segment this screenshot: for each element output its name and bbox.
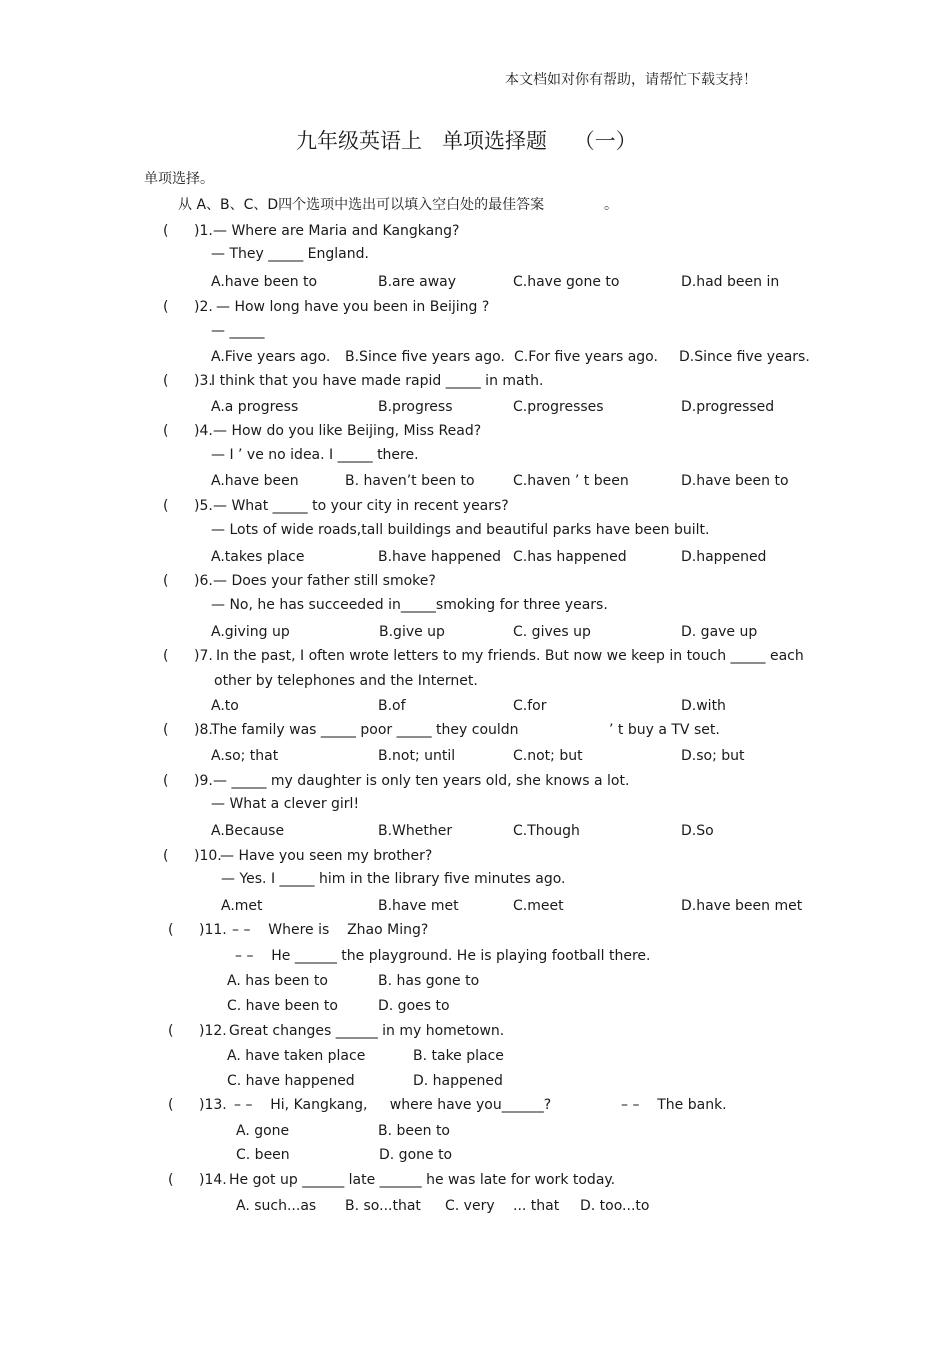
answer-paren: ( (163, 648, 169, 664)
answer-option: A.a progress (211, 399, 299, 415)
answer-paren: ( (163, 498, 169, 514)
question-number: )7. (194, 648, 213, 664)
answer-option: D. goes to (378, 998, 450, 1014)
answer-paren: ( (163, 848, 169, 864)
answer-option: D. happened (413, 1073, 503, 1089)
answer-option: B. been to (378, 1123, 450, 1139)
answer-option: D. gave up (681, 624, 758, 640)
answer-option: A. have taken place (227, 1048, 366, 1064)
answer-option: A.takes place (211, 549, 305, 565)
question-text-line: — What a clever girl! (211, 796, 360, 812)
answer-option: A.so; that (211, 748, 279, 764)
header-note: 本文档如对你有帮助，请帮忙下载支持！ (505, 72, 757, 88)
question-text-line: In the past, I often wrote letters to my friends. But now we keep in touch _____ each (216, 648, 804, 664)
answer-option: C. have been to (227, 998, 338, 1014)
answer-option: A.to (211, 698, 239, 714)
question-text-line: — What _____ to your city in recent years? (213, 498, 509, 514)
instruction-end: 。 (604, 197, 618, 213)
answer-option: B.of (378, 698, 406, 714)
answer-option: B.Since five years ago. (345, 349, 505, 365)
answer-paren: ( (168, 1023, 174, 1039)
answer-option: D.progressed (681, 399, 775, 415)
answer-paren: ( (168, 1172, 174, 1188)
answer-option: D.happened (681, 549, 767, 565)
question-number: )4. (194, 423, 213, 439)
instruction: 从 A、B、C、D四个选项中选出可以填入空白处的最佳答案 (178, 197, 545, 213)
answer-option: C.For five years ago. (514, 349, 658, 365)
question-text-line: — _____ my daughter is only ten years old, she knows a lot. (213, 773, 630, 789)
answer-option: D. too...to (580, 1198, 650, 1214)
question-number: )8. (194, 722, 213, 738)
answer-option: D.so; but (681, 748, 745, 764)
question-text-line: — Where are Maria and Kangkang? (213, 223, 460, 239)
answer-option: C.meet (513, 898, 564, 914)
question-text-line: — Have you seen my brother? (220, 848, 433, 864)
question-text-line: — Lots of wide roads,tall buildings and beautiful parks have been built. (211, 522, 710, 538)
page-title: 九年级英语上 单项选择题 （一） (296, 129, 637, 153)
question-text-line: – – The bank. (621, 1097, 727, 1113)
answer-option: C.not; but (513, 748, 583, 764)
answer-option: B. take place (413, 1048, 504, 1064)
answer-option: B. has gone to (378, 973, 480, 989)
section-label: 单项选择。 (144, 171, 214, 187)
answer-option: A.have been (211, 473, 299, 489)
answer-option: A. gone (236, 1123, 290, 1139)
answer-option: ... that (513, 1198, 560, 1214)
answer-option: D.have been to (681, 473, 789, 489)
question-text-line: – – Hi, Kangkang, where have you______? (234, 1097, 552, 1113)
answer-paren: ( (163, 299, 169, 315)
answer-paren: ( (163, 223, 169, 239)
answer-option: B.give up (379, 624, 445, 640)
answer-option: D.have been met (681, 898, 803, 914)
answer-option: C. have happened (227, 1073, 355, 1089)
question-text-line: — _____ (211, 323, 265, 339)
answer-option: C.progresses (513, 399, 604, 415)
answer-option: C.have gone to (513, 274, 620, 290)
answer-paren: ( (168, 922, 174, 938)
question-text-line: Great changes ______ in my hometown. (229, 1023, 505, 1039)
question-text-line: — No, he has succeeded in_____smoking for three years. (211, 597, 608, 613)
answer-option: C. been (236, 1147, 290, 1163)
question-number: )11. (199, 922, 227, 938)
question-text-line: — Does your father still smoke? (213, 573, 436, 589)
answer-option: C.Though (513, 823, 580, 839)
answer-option: D.with (681, 698, 726, 714)
answer-paren: ( (163, 373, 169, 389)
question-text-line: — They _____ England. (211, 246, 369, 262)
answer-option: B.not; until (378, 748, 456, 764)
answer-option: B.are away (378, 274, 457, 290)
answer-option: C.haven ’ t been (513, 473, 629, 489)
answer-option: B. so...that (345, 1198, 421, 1214)
question-text-line: I think that you have made rapid _____ in math. (211, 373, 544, 389)
question-text-line: He got up ______ late ______ he was late for work today. (229, 1172, 616, 1188)
answer-option: C.has happened (513, 549, 627, 565)
question-number: )14. (199, 1172, 227, 1188)
question-text-line: — How long have you been in Beijing ? (216, 299, 490, 315)
question-number: )2. (194, 299, 213, 315)
question-text-line: — Yes. I _____ him in the library five minutes ago. (221, 871, 566, 887)
answer-paren: ( (163, 573, 169, 589)
question-text-line: – – He ______ the playground. He is playing football there. (235, 948, 651, 964)
answer-option: B. haven’t been to (345, 473, 475, 489)
question-text-line: other by telephones and the Internet. (214, 673, 478, 689)
answer-option: D.had been in (681, 274, 780, 290)
answer-paren: ( (168, 1097, 174, 1113)
question-number: )1. (194, 223, 213, 239)
answer-option: A. such...as (236, 1198, 317, 1214)
question-number: )9. (194, 773, 213, 789)
question-number: )12. (199, 1023, 227, 1039)
answer-option: D. gone to (379, 1147, 453, 1163)
answer-option: C. very (445, 1198, 495, 1214)
answer-paren: ( (163, 423, 169, 439)
question-text-line: — How do you like Beijing, Miss Read? (213, 423, 482, 439)
question-text-line: ’ t buy a TV set. (609, 722, 720, 738)
answer-option: B.have happened (378, 549, 502, 565)
answer-option: A.giving up (211, 624, 290, 640)
answer-option: A.met (221, 898, 263, 914)
answer-option: A.Five years ago. (211, 349, 331, 365)
question-number: )5. (194, 498, 213, 514)
answer-option: A.Because (211, 823, 285, 839)
question-number: )13. (199, 1097, 227, 1113)
answer-option: C.for (513, 698, 547, 714)
question-text-line: The family was _____ poor _____ they couldn (211, 722, 519, 738)
answer-paren: ( (163, 722, 169, 738)
answer-option: A.have been to (211, 274, 318, 290)
question-text-line: – – Where is Zhao Ming? (232, 922, 429, 938)
answer-option: B.Whether (378, 823, 453, 839)
question-number: )10. (194, 848, 222, 864)
answer-paren: ( (163, 773, 169, 789)
question-number: )6. (194, 573, 213, 589)
question-number: )3. (194, 373, 213, 389)
question-text-line: — I ’ ve no idea. I _____ there. (211, 447, 419, 463)
answer-option: A. has been to (227, 973, 328, 989)
answer-option: B.have met (378, 898, 459, 914)
answer-option: B.progress (378, 399, 453, 415)
answer-option: D.Since five years. (679, 349, 810, 365)
answer-option: D.So (681, 823, 714, 839)
answer-option: C. gives up (513, 624, 591, 640)
